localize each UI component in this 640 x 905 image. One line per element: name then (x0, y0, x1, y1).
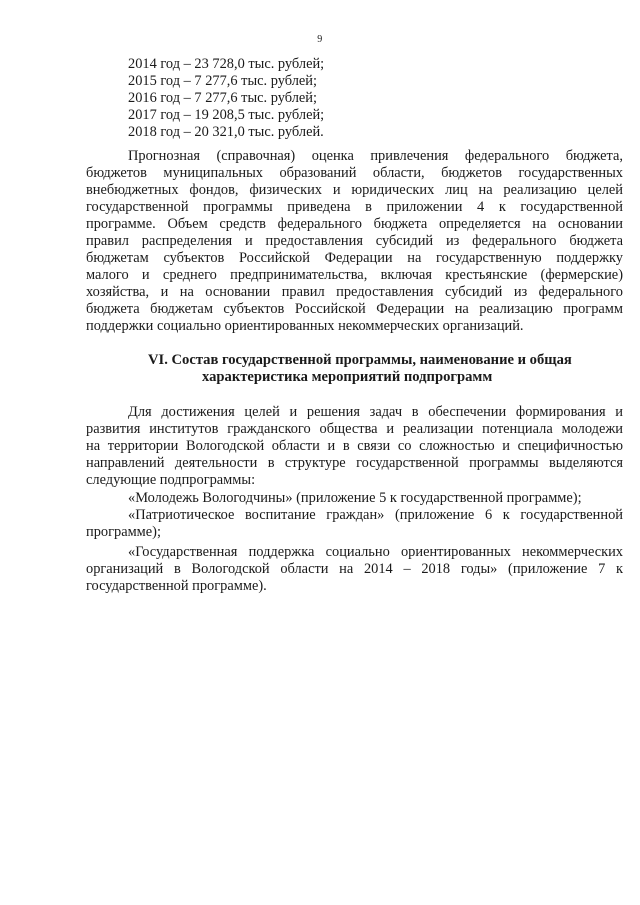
page-number: 9 (317, 34, 323, 45)
paragraph-forecast-line: государственной программы приведена в приложении 4 к государственной (86, 199, 623, 215)
funding-year-2017: 2017 год – 19 208,5 тыс. рублей; (128, 107, 325, 123)
funding-year-2014: 2014 год – 23 728,0 тыс. рублей; (128, 56, 325, 72)
paragraph-subprograms-intro-line: направлений деятельности в структуре государственной программы выделяются (86, 455, 623, 471)
funding-year-2018: 2018 год – 20 321,0 тыс. рублей. (128, 124, 324, 140)
paragraph-forecast-line: малого и среднего предпринимательства, включая крестьянские (фермерские) (86, 267, 623, 283)
subprogram-nko: «Государственная поддержка социально ориентированных некоммерческих (128, 544, 623, 560)
paragraph-forecast-line: Прогнозная (справочная) оценка привлечения федерального бюджета, (128, 148, 623, 164)
section-heading-line: VI. Состав государственной программы, наименование и общая (148, 352, 572, 368)
paragraph-forecast-line: поддержки социально ориентированных некоммерческих организаций. (86, 318, 524, 334)
subprogram-nko-cont: организаций в Вологодской области на 2014 – 2018 годы» (приложение 7 к (86, 561, 623, 577)
subprogram-patriotic: «Патриотическое воспитание граждан» (приложение 6 к государственной (128, 507, 623, 523)
subprogram-youth: «Молодежь Вологодчины» (приложение 5 к государственной программе); (128, 490, 582, 506)
subprogram-nko-cont: государственной программе). (86, 578, 267, 594)
paragraph-forecast-line: внебюджетных фондов, физических и юридических лиц на реализацию целей (86, 182, 623, 198)
paragraph-forecast-line: бюджетов муниципальных образований области, бюджетов государственных (86, 165, 623, 181)
paragraph-subprograms-intro-line: Для достижения целей и решения задач в обеспечении формирования и (128, 404, 623, 420)
paragraph-forecast-line: правил распределения и предоставления субсидий из федерального бюджета (86, 233, 623, 249)
funding-year-2016: 2016 год – 7 277,6 тыс. рублей; (128, 90, 317, 106)
funding-year-2015: 2015 год – 7 277,6 тыс. рублей; (128, 73, 317, 89)
paragraph-forecast-line: программе. Объем средств федерального бюджета определяется на основании (86, 216, 623, 232)
subprogram-patriotic-cont: программе); (86, 524, 161, 540)
paragraph-subprograms-intro-line: на территории Вологодской области и в связи со сложностью и специфичностью (86, 438, 623, 454)
paragraph-forecast-line: бюджета бюджетам субъектов Российской Федерации на реализацию программ (86, 301, 623, 317)
paragraph-forecast-line: бюджетам субъектов Российской Федерации на государственную поддержку (86, 250, 623, 266)
paragraph-forecast-line: хозяйства, и на основании правил предоставления субсидий из федерального (86, 284, 623, 300)
paragraph-subprograms-intro-line: следующие подпрограммы: (86, 472, 256, 488)
paragraph-subprograms-intro-line: развития институтов гражданского общества и реализации потенциала молодежи (86, 421, 623, 437)
section-heading-line: характеристика мероприятий подпрограмм (202, 369, 493, 385)
